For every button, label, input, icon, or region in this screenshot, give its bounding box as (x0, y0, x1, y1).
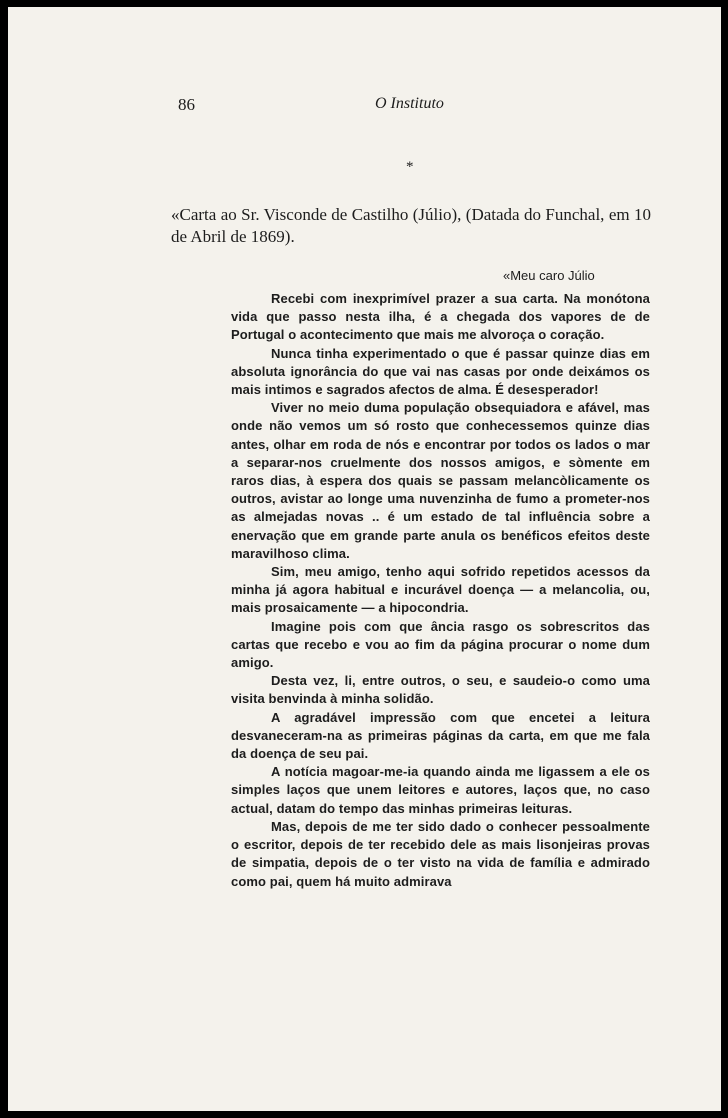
paragraph: Nunca tinha experimentado o que é passar quinze dias em absoluta ignorância do que vai nas casas por onde deixámos os mais intimos e sagrados afectos de alma. É desesperador! (231, 345, 650, 398)
paragraph: Sim, meu amigo, tenho aqui sofrido repetidos acessos da minha já agora habitual e incurável doença — a melancolia, ou, mais prosaicamente — a hipocondria. (231, 564, 650, 616)
running-head: O Instituto (375, 95, 444, 112)
letter-title: «Carta ao Sr. Visconde de Castilho (Júlio), (Datada do Funchal, em 10 de Abril de 1869). (171, 205, 651, 246)
paragraph: Recebi com inexprimível prazer a sua carta. Na monótona vida que passo nesta ilha, é a chegada dos vapores de de Portugal o acontecimento que mais me alvoroça o coração. (231, 291, 650, 343)
letter-greeting: «Meu caro Júlio (503, 268, 595, 283)
paragraph: Desta vez, li, entre outros, o seu, e saudeio-o como uma visita benvinda à minha solidão. (231, 673, 650, 707)
paragraph: Viver no meio duma população obsequiadora e afável, mas onde não vemos um só rosto que conhecessemos quinze dias antes, olhar em roda de nós e encontrar por todos os lados o mar a separar-nos cruelmente dos nossos amigos, e sòmente em raros dias, à espera dos quais se passam melancòlicamente os outros, avistar ao longe uma nuvenzinha de fumo a prometer-nos as almejadas novas .. é um estado de tal influência sobre a enervação que em grande parte anula os benéficos efeitos deste maravilhoso clima. (231, 400, 650, 561)
section-asterisk: * (406, 159, 414, 175)
paragraph: A notícia magoar-me-ia quando ainda me ligassem a ele os simples laços que unem leitores e autores, laços que, no caso actual, datam do tempo das minhas primeiras leituras. (231, 764, 650, 816)
letter-body (231, 290, 650, 891)
page-number: 86 (178, 95, 195, 114)
paragraph: Mas, depois de me ter sido dado o conhecer pessoalmente o escritor, depois de ter recebido dele as mais lisonjeiras provas de simpatia, depois de o ter visto na vida de família e admirado como pai, quem há muito admirava (231, 818, 650, 889)
book-page (8, 7, 721, 1111)
paragraph: A agradável impressão com que encetei a leitura desvaneceram-na as primeiras páginas da carta, em que me fala da doença de seu pai. (231, 709, 650, 762)
paragraph: Imagine pois com que ância rasgo os sobrescritos das cartas que recebo e vou ao fim da página procurar o nome dum amigo. (231, 618, 650, 671)
